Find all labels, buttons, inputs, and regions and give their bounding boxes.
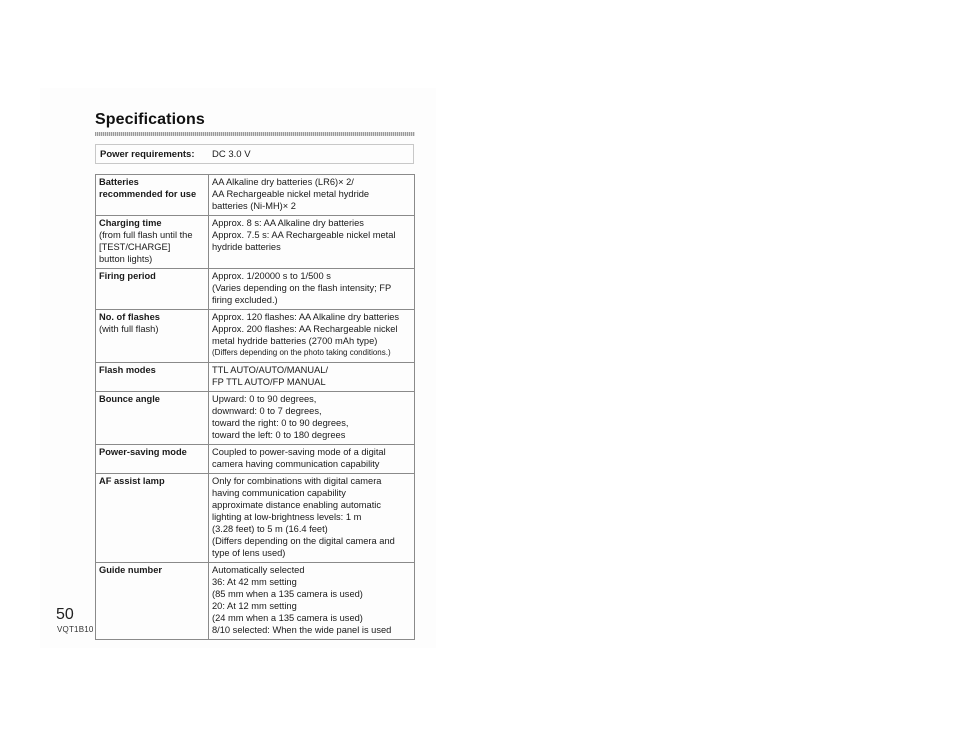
spec-row: [96, 474, 415, 563]
spec-value-line: toward the right: 0 to 90 degrees,: [212, 418, 349, 428]
spec-row: [96, 216, 415, 269]
spec-value-cell: [209, 175, 415, 216]
spec-label: No. of flashes: [99, 312, 160, 322]
spec-value-line: (Varies depending on the flash intensity; FP: [212, 283, 392, 293]
spec-label-cell: [96, 445, 209, 474]
spec-value-cell: [209, 474, 415, 563]
spec-row: [96, 175, 415, 216]
power-requirements-value: DC 3.0 V: [212, 149, 251, 160]
spec-value-cell: [209, 269, 415, 310]
spec-value-cell: [209, 310, 415, 363]
spec-value-cell: [209, 363, 415, 392]
spec-label: recommended for use: [99, 189, 197, 199]
spec-value-line: metal hydride batteries (2700 mAh type): [212, 336, 378, 346]
spec-value-line: AA Rechargeable nickel metal hydride: [212, 189, 370, 199]
spec-value-line: having communication capability: [212, 488, 346, 498]
spec-value-line: batteries (Ni-MH)× 2: [212, 201, 296, 211]
spec-label: Bounce angle: [99, 394, 160, 404]
spec-value-line: (85 mm when a 135 camera is used): [212, 589, 363, 599]
spec-value-line: Upward: 0 to 90 degrees,: [212, 394, 317, 404]
spec-value-line: hydride batteries: [212, 242, 281, 252]
spec-label-cell: [96, 363, 209, 392]
spec-value-footnote: (Differs depending on the photo taking conditions.): [212, 348, 391, 357]
spec-value-line: Automatically selected: [212, 565, 305, 575]
spec-label-cell: [96, 474, 209, 563]
spec-value-line: FP TTL AUTO/FP MANUAL: [212, 377, 326, 387]
spec-label: Flash modes: [99, 365, 156, 375]
spec-value-line: Approx. 1/20000 s to 1/500 s: [212, 271, 331, 281]
spec-value-line: 36: At 42 mm setting: [212, 577, 297, 587]
spec-value-line: downward: 0 to 7 degrees,: [212, 406, 322, 416]
spec-value-line: Approx. 8 s: AA Alkaline dry batteries: [212, 218, 364, 228]
spec-row: [96, 445, 415, 474]
spec-value-line: camera having communication capability: [212, 459, 380, 469]
document-code: VQT1B10: [57, 625, 94, 634]
spec-value-line: Only for combinations with digital camera: [212, 476, 382, 486]
spec-label-note: (with full flash): [99, 324, 159, 334]
page-number: 50: [56, 606, 74, 623]
spec-label-cell: [96, 563, 209, 640]
spec-value-line: (3.28 feet) to 5 m (16.4 feet): [212, 524, 328, 534]
spec-label: Firing period: [99, 271, 156, 281]
spec-label-cell: [96, 175, 209, 216]
spec-label: Charging time: [99, 218, 162, 228]
spec-value-line: approximate distance enabling automatic: [212, 500, 381, 510]
spec-value-line: (24 mm when a 135 camera is used): [212, 613, 363, 623]
spec-row: [96, 310, 415, 363]
spec-value-line: type of lens used): [212, 548, 286, 558]
spec-label-cell: [96, 310, 209, 363]
spec-row: [96, 269, 415, 310]
spec-value-cell: [209, 216, 415, 269]
spec-label: Power-saving mode: [99, 447, 187, 457]
spec-value-line: Approx. 7.5 s: AA Rechargeable nickel metal: [212, 230, 396, 240]
spec-label-cell: [96, 216, 209, 269]
spec-value-line: AA Alkaline dry batteries (LR6)× 2/: [212, 177, 354, 187]
spec-value-line: Approx. 120 flashes: AA Alkaline dry batteries: [212, 312, 400, 322]
spec-value-line: toward the left: 0 to 180 degrees: [212, 430, 346, 440]
spec-value-line: Coupled to power-saving mode of a digital: [212, 447, 386, 457]
spec-value-line: firing excluded.): [212, 295, 278, 305]
title-divider: [95, 132, 415, 136]
spec-label-cell: [96, 269, 209, 310]
power-requirements-box: [95, 144, 414, 164]
spec-label-note: (from full flash until the: [99, 230, 193, 240]
spec-value-cell: [209, 392, 415, 445]
spec-label: AF assist lamp: [99, 476, 165, 486]
spec-row: [96, 563, 415, 640]
page-title: Specifications: [95, 111, 205, 128]
spec-label: Guide number: [99, 565, 163, 575]
spec-value-line: TTL AUTO/AUTO/MANUAL/: [212, 365, 329, 375]
spec-label-note: button lights): [99, 254, 153, 264]
spec-value-line: (Differs depending on the digital camera and: [212, 536, 395, 546]
spec-value-cell: [209, 563, 415, 640]
spec-label-note: [TEST/CHARGE]: [99, 242, 171, 252]
spec-value-line: 20: At 12 mm setting: [212, 601, 297, 611]
spec-label: Batteries: [99, 177, 139, 187]
spec-row: [96, 392, 415, 445]
spec-row: [96, 363, 415, 392]
specifications-table: [95, 174, 415, 640]
spec-value-cell: [209, 445, 415, 474]
spec-value-line: Approx. 200 flashes: AA Rechargeable nickel: [212, 324, 398, 334]
power-requirements-label: Power requirements:: [100, 149, 195, 160]
spec-label-cell: [96, 392, 209, 445]
spec-value-line: 8/10 selected: When the wide panel is used: [212, 625, 392, 635]
spec-value-line: lighting at low-brightness levels: 1 m: [212, 512, 362, 522]
